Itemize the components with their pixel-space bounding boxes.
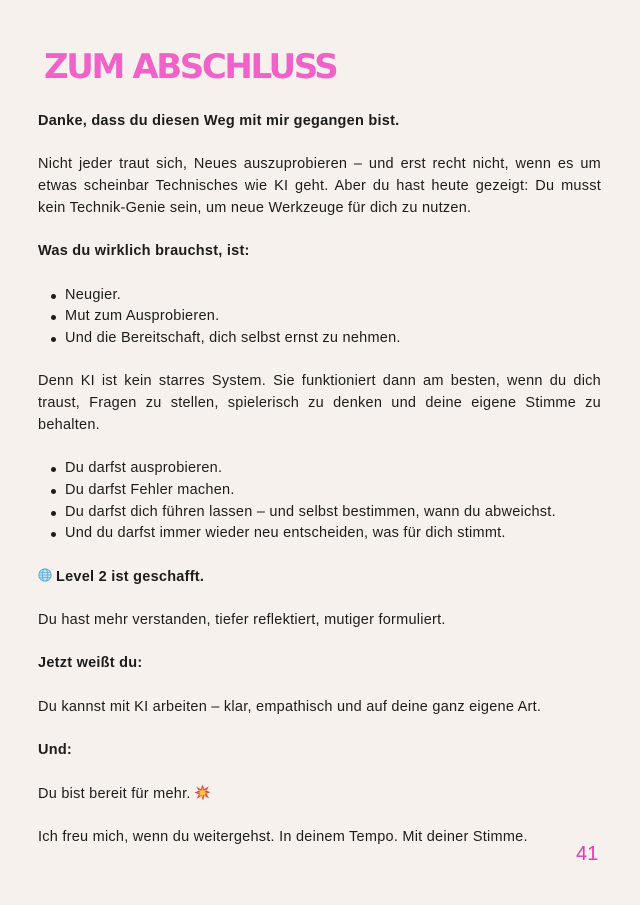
list-item: Und die Bereitschaft, dich selbst ernst zu nehmen. <box>65 328 601 350</box>
globe-icon <box>38 568 52 582</box>
page-number: 41 <box>576 843 599 865</box>
closing-text: Ich freu mich, wenn du weitergehst. In deinem Tempo. Mit deiner Stimme. <box>38 829 528 846</box>
page-title: ZUM ABSCHLUSS <box>44 47 337 87</box>
content <box>38 111 601 870</box>
level-text: Level 2 ist geschafft. <box>56 568 205 585</box>
intro-text: Danke, dass du diesen Weg mit mir gegangen bist. <box>38 113 400 129</box>
paragraph-progress: Du hast mehr verstanden, tiefer reflektiert, mutiger formuliert. <box>38 612 446 629</box>
list-item: Und du darfst immer wieder neu entscheiden, was für dich stimmt. <box>65 523 601 545</box>
list-item: Neugier. <box>65 285 601 307</box>
paragraph-ai-system: Denn KI ist kein starres System. Sie funktioniert dann am besten, wenn du dich traust, Fragen zu stellen, spielerisch zu denken und deine eigene Stimme zu behalten. <box>38 373 601 433</box>
permissions-list <box>38 458 601 545</box>
needs-list <box>38 285 601 350</box>
list-item: Du darfst dich führen lassen – und selbst bestimmen, wann du abweichst. <box>65 502 601 524</box>
list-item: Du darfst Fehler machen. <box>65 480 601 502</box>
paragraph-ability: Du kannst mit KI arbeiten – klar, empathisch und auf deine ganz eigene Art. <box>38 698 542 715</box>
and-heading: Und: <box>38 742 73 759</box>
collision-icon <box>194 784 211 801</box>
ready-text: Du bist bereit für mehr. <box>38 785 191 802</box>
list-item: Mut zum Ausprobieren. <box>65 306 601 328</box>
needs-heading: Was du wirklich brauchst, ist: <box>38 243 250 260</box>
list-item: Du darfst ausprobieren. <box>65 458 601 480</box>
paragraph-courage: Nicht jeder traut sich, Neues auszuprobieren – und erst recht nicht, wenn es um etwas scheinbar Technisches wie KI geht. Aber du hast heute gezeigt: Du musst kein Technik-Genie sein, um neue Werkzeuge für dich zu nutzen. <box>38 156 601 216</box>
now-heading: Jetzt weißt du: <box>38 655 143 672</box>
ready-line <box>38 784 601 806</box>
level-line <box>38 567 601 589</box>
